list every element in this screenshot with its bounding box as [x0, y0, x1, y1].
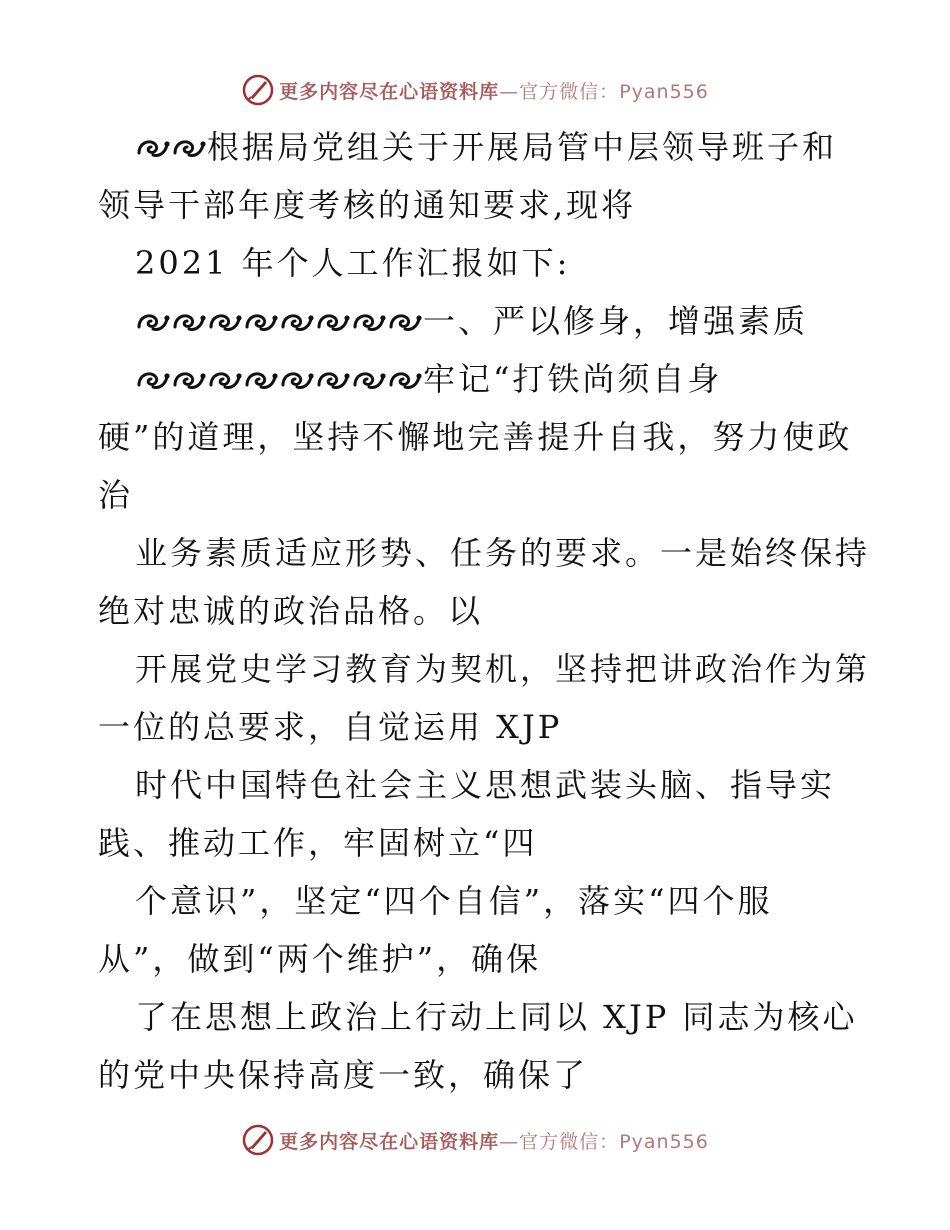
line-text: 开展党史学习教育为契机，坚持把讲政治作为第 — [135, 650, 871, 688]
quill-logo-icon — [241, 1123, 275, 1157]
fleuron-ornament-icon — [135, 367, 171, 393]
line-text: 践、推动工作，牢固树立“四 — [98, 824, 538, 862]
fleuron-ornament-icon — [279, 309, 315, 335]
text-line — [98, 524, 871, 582]
fleuron-ornament-icon — [387, 309, 423, 335]
line-text: 业务素质适应形势、任务的要求。一是始终保持 — [135, 534, 871, 572]
text-line — [98, 1046, 858, 1104]
text-line — [98, 582, 858, 640]
fleuron-ornament-icon — [243, 309, 279, 335]
text-line — [98, 872, 858, 930]
line-text: 2021 年个人工作汇报如下: — [135, 244, 571, 282]
banner-text: 更多内容尽在心语资料库—官方微信：Pyan556 — [279, 80, 709, 103]
fleuron-ornament-icon — [135, 309, 171, 335]
line-text: 一位的总要求，自觉运用 XJP — [98, 708, 563, 746]
line-text: 从”，做到“两个维护”，确保 — [98, 940, 542, 978]
text-line — [98, 756, 858, 814]
text-line — [98, 118, 858, 176]
fleuron-ornament-icon — [135, 135, 171, 161]
line-text: 个意识”，坚定“四个自信”，落实“四个服 — [135, 882, 773, 920]
text-line — [98, 176, 858, 234]
line-text: 牢记“打铁尚须自身 — [423, 360, 723, 398]
text-line — [98, 292, 858, 350]
line-text: 的党中央保持高度一致，确保了 — [98, 1056, 589, 1094]
fleuron-ornament-icon — [207, 309, 243, 335]
text-line — [98, 698, 858, 756]
fleuron-ornament-icon — [315, 367, 351, 393]
fleuron-ornament-icon — [171, 135, 207, 161]
fleuron-ornament-icon — [207, 367, 243, 393]
fleuron-ornament-icon — [171, 309, 207, 335]
line-text: 绝对忠诚的政治品格。以 — [98, 592, 484, 630]
fleuron-ornament-icon — [351, 367, 387, 393]
line-text: 领导干部年度考核的通知要求,现将 — [98, 186, 637, 224]
text-line — [98, 466, 858, 524]
text-line — [98, 234, 858, 292]
fleuron-ornament-icon — [171, 367, 207, 393]
fleuron-ornament-icon — [315, 309, 351, 335]
text-line — [98, 640, 871, 698]
line-text: 一、严以修身，增强素质 — [423, 302, 809, 340]
text-line — [98, 814, 858, 872]
line-text: 时代中国特色社会主义思想武装头脑、指导实 — [135, 766, 836, 804]
line-text: 治 — [98, 476, 134, 514]
text-line — [98, 988, 858, 1046]
document-body — [98, 118, 871, 1104]
line-text: 根据局党组关于开展局管中层领导班子和 — [207, 128, 838, 166]
banner-text: 更多内容尽在心语资料库—官方微信：Pyan556 — [279, 1130, 709, 1153]
footer-banner — [0, 1120, 950, 1160]
fleuron-ornament-icon — [351, 309, 387, 335]
line-text: 了在思想上政治上行动上同以 XJP 同志为核心 — [135, 998, 858, 1036]
fleuron-ornament-icon — [243, 367, 279, 393]
quill-logo-icon — [241, 73, 275, 107]
text-line — [98, 350, 858, 408]
text-line — [98, 408, 858, 466]
fleuron-ornament-icon — [279, 367, 315, 393]
line-text: 硬”的道理，坚持不懈地完善提升自我，努力使政 — [98, 418, 853, 456]
header-banner — [0, 70, 950, 110]
fleuron-ornament-icon — [387, 367, 423, 393]
text-line — [98, 930, 858, 988]
